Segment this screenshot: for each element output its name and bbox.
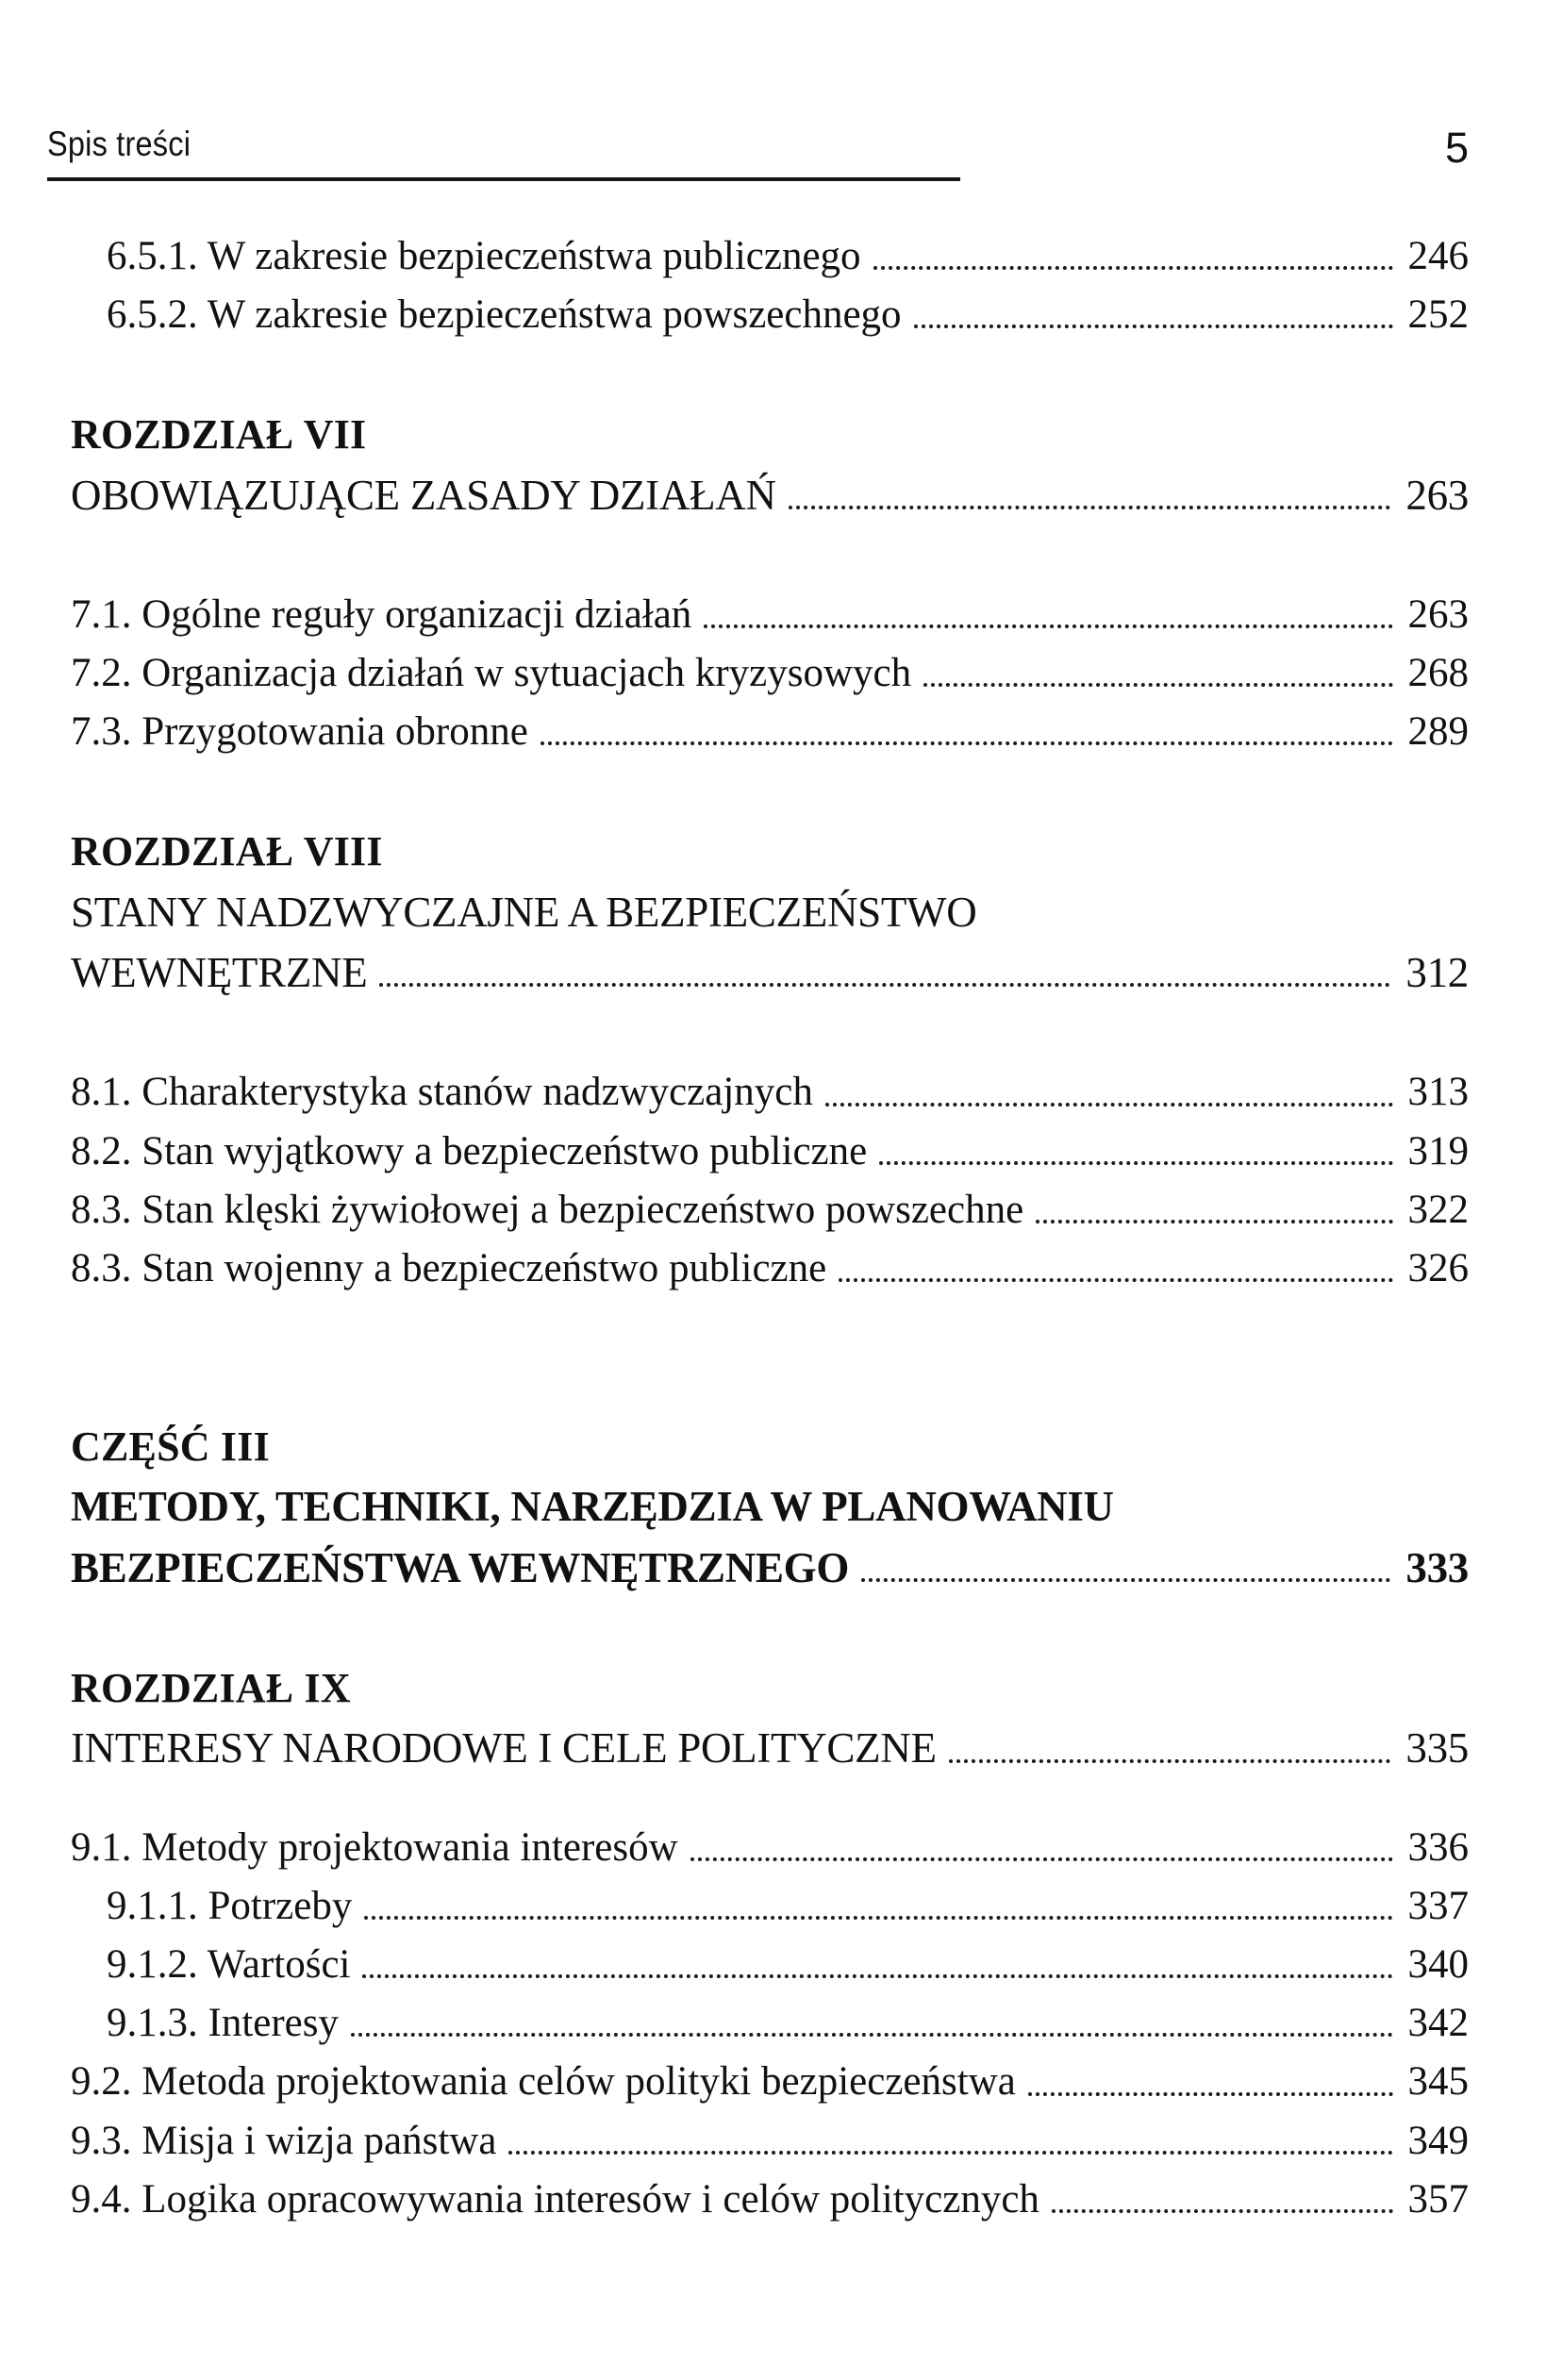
toc-page-number: 345 [1407, 2059, 1469, 2105]
dot-leader [704, 624, 1392, 628]
toc-entry: 8.1. Charakterystyka stanów nadzwyczajnych 313 [71, 1070, 1469, 1115]
chapter-title-entry: OBOWIĄZUJĄCE ZASADY DZIAŁAŃ 263 [71, 471, 1469, 519]
dot-leader [351, 2033, 1393, 2037]
chapter-title-entry: WEWNĘTRZNE 312 [71, 949, 1469, 997]
toc-page-number: 335 [1405, 1724, 1469, 1773]
dot-leader [839, 1278, 1392, 1282]
toc-page-number: 340 [1407, 1942, 1469, 1988]
dot-leader [364, 1916, 1392, 1920]
toc-page-number: 349 [1407, 2118, 1469, 2163]
chapter-heading: ROZDZIAŁ VII [71, 411, 367, 458]
chapter-title-entry: INTERESY NARODOWE I CELE POLITYCZNE 335 [71, 1724, 1469, 1773]
page-number: 5 [1444, 124, 1469, 172]
dot-leader [362, 1974, 1392, 1978]
dot-leader [914, 325, 1393, 328]
toc-page-number: 246 [1407, 234, 1469, 278]
dot-leader [690, 1857, 1393, 1861]
toc-entry: 8.2. Stan wyjątkowy a bezpieczeństwo publiczne 319 [71, 1128, 1469, 1173]
toc-entry: 9.4. Logika opracowywania interesów i celów politycznych 357 [71, 2176, 1469, 2222]
toc-entry: 7.1. Ogólne reguły organizacji działań 263 [71, 591, 1469, 637]
toc-entry: 9.3. Misja i wizja państwa 349 [71, 2118, 1469, 2163]
toc-entry: 9.1.2. Wartości 340 [107, 1942, 1469, 1988]
page-title: Spis treści [47, 125, 191, 163]
part-title-entry: BEZPIECZEŃSTWA WEWNĘTRZNEGO 333 [71, 1543, 1469, 1591]
toc-page-number: 263 [1407, 591, 1469, 637]
toc-entry: 8.3. Stan wojenny a bezpieczeństwo publiczne 326 [71, 1245, 1469, 1290]
toc-page-number: 252 [1407, 292, 1469, 338]
chapter-title-line: STANY NADZWYCZAJNE A BEZPIECZEŃSTWO [71, 888, 977, 936]
toc-page-number: 263 [1405, 471, 1469, 519]
chapter-heading: ROZDZIAŁ VIII [71, 828, 383, 875]
toc-page-number: 326 [1407, 1245, 1469, 1290]
table-of-contents [71, 234, 1469, 2222]
part-title-line: METODY, TECHNIKI, NARZĘDZIA W PLANOWANIU [71, 1483, 1114, 1531]
toc-entry: 7.2. Organizacja działań w sytuacjach kryzysowych 268 [71, 651, 1469, 696]
dot-leader [879, 1161, 1392, 1165]
dot-leader [789, 506, 1391, 509]
dot-leader [949, 1759, 1391, 1763]
toc-entry: 9.2. Metoda projektowania celów polityki bezpieczeństwa 345 [71, 2059, 1469, 2105]
header-rule [47, 125, 960, 181]
toc-entry: 9.1.3. Interesy 342 [107, 2001, 1469, 2046]
toc-page-number: 289 [1407, 709, 1469, 755]
toc-page-number: 312 [1405, 949, 1469, 997]
dot-leader [923, 683, 1392, 687]
toc-entry: 9.1.1. Potrzeby 337 [107, 1883, 1469, 1928]
toc-entry: 6.5.2. W zakresie bezpieczeństwa powszechnego 252 [107, 292, 1469, 338]
toc-entry: 9.1. Metody projektowania interesów 336 [71, 1824, 1469, 1870]
part-heading: CZĘŚĆ III [71, 1423, 270, 1471]
toc-page-number: 333 [1405, 1543, 1469, 1591]
toc-page-number: 357 [1407, 2176, 1469, 2222]
toc-entry: 7.3. Przygotowania obronne 289 [71, 709, 1469, 755]
page-header [47, 125, 1469, 181]
toc-page-number: 322 [1407, 1187, 1469, 1232]
toc-page-number: 336 [1407, 1824, 1469, 1870]
toc-page-number: 313 [1407, 1070, 1469, 1115]
dot-leader [508, 2151, 1392, 2155]
toc-page-number: 337 [1407, 1883, 1469, 1928]
dot-leader [379, 983, 1390, 987]
dot-leader [1028, 2092, 1393, 2096]
toc-entry: 6.5.1. W zakresie bezpieczeństwa publicznego 246 [107, 234, 1469, 278]
toc-page-number: 342 [1407, 2001, 1469, 2046]
dot-leader [825, 1103, 1393, 1107]
chapter-heading: ROZDZIAŁ IX [71, 1665, 351, 1712]
toc-page-number: 319 [1407, 1128, 1469, 1173]
dot-leader [540, 741, 1393, 745]
toc-page-number: 268 [1407, 651, 1469, 696]
dot-leader [873, 266, 1393, 270]
dot-leader [861, 1578, 1390, 1582]
dot-leader [1036, 1220, 1392, 1223]
dot-leader [1052, 2209, 1393, 2213]
toc-entry: 8.3. Stan klęski żywiołowej a bezpieczeństwo powszechne 322 [71, 1187, 1469, 1232]
